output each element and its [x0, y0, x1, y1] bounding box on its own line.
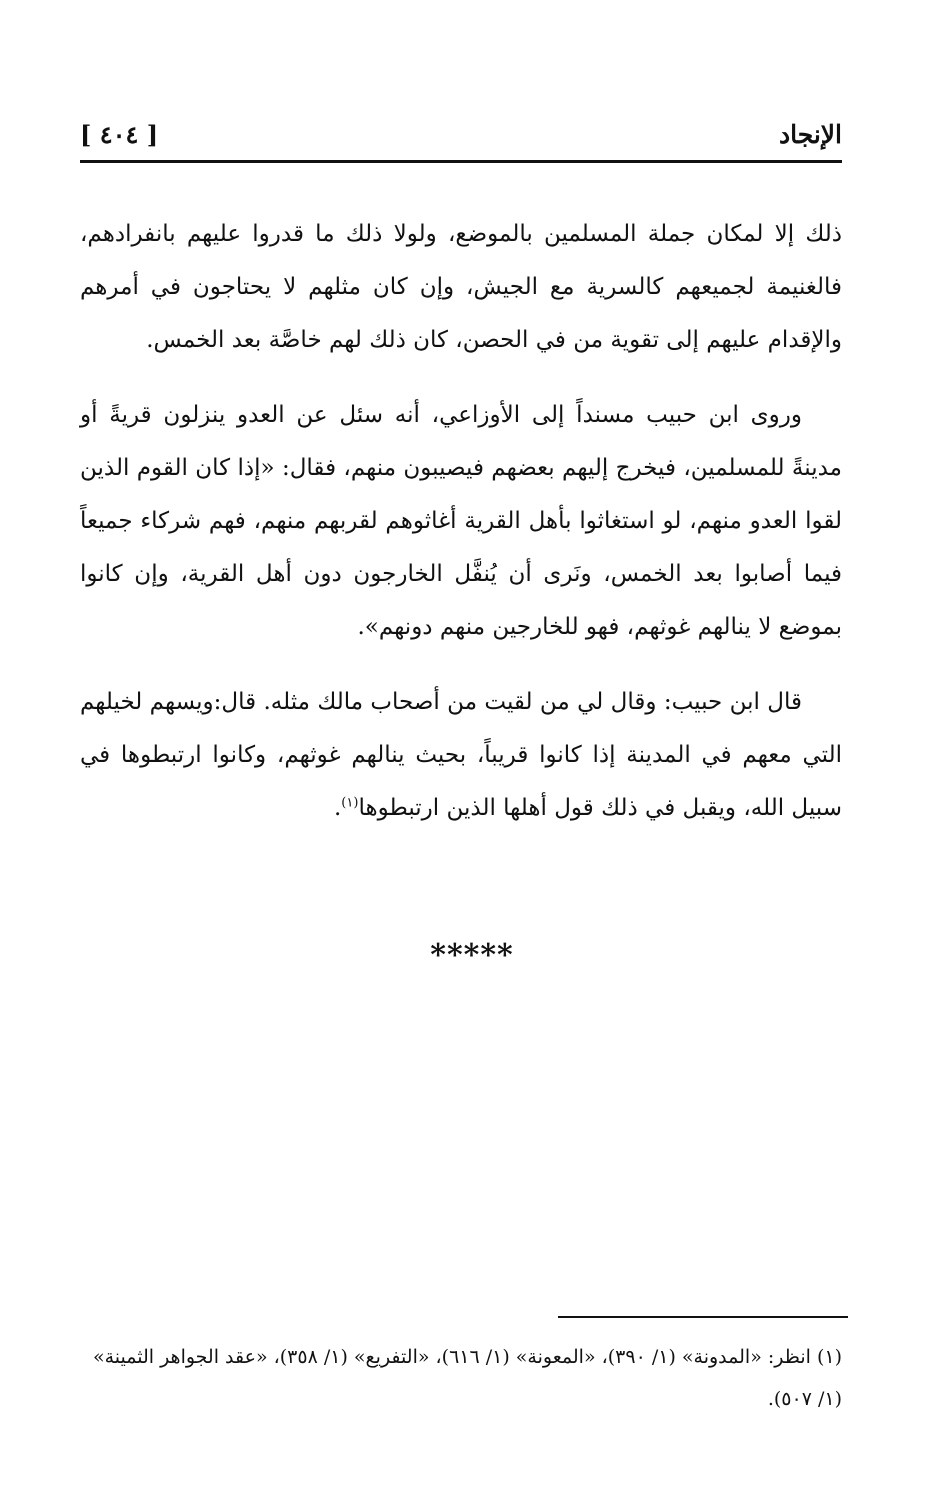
paragraph-3-end: . — [333, 795, 342, 821]
page-number: [ ٤٠٤ ] — [80, 120, 159, 149]
footnote-reference: (١) — [341, 795, 359, 811]
page-header — [80, 112, 842, 158]
running-title: الإنجاد — [778, 120, 842, 149]
paragraph-2: وروى ابن حبيب مسنداً إلى الأوزاعي، أنه سئل عن العدو ينزلون قريةً أو مدينةً للمسلمين، فيخرج إليهم بعضهم فيصيبون منهم، فقال: «إذا كان القوم الذين لقوا العدو منهم، لو استغاثوا بأهل القرية أغاثوهم لقربهم منهم، فهم شركاء جميعاً فيما أصابوا بعد الخمس، ونَرى أن يُنفَّل الخارجون دون أهل القرية، وإن كانوا بموضع لا ينالهم غوثهم، فهو للخارجين منهم دونهم». — [80, 402, 842, 640]
header-divider — [80, 160, 842, 163]
footnote: (١) انظر: «المدونة» (١/ ٣٩٠)، «المعونة» (١/ ٦١٦)، «التفريع» (١/ ٣٥٨)، «عقد الجواهر الثمينة» (١/ ٥٠٧). — [92, 1346, 842, 1410]
paragraph-3-text: قال ابن حبيب: وقال لي من لقيت من أصحاب مالك مثله. قال:ويسهم لخيلهم التي معهم في المدينة إذا كانوا قريباً، بحيث ينالهم غوثهم، وكانوا ارتبطوها في سبيل الله، ويقبل في ذلك قول أهلها الذين ارتبطوها — [80, 689, 842, 821]
section-separator: ***** — [430, 938, 514, 973]
main-text — [80, 208, 842, 857]
paragraph-1: ذلك إلا لمكان جملة المسلمين بالموضع، ولولا ذلك ما قدروا عليهم بانفرادهم، فالغنيمة لجميعهم كالسرية مع الجيش، وإن كان مثلهم لا يحتاجون في أمرهم والإقدام عليهم إلى تقوية من في الحصن، كان ذلك لهم خاصَّة بعد الخمس. — [80, 221, 842, 353]
paragraph-3 — [80, 676, 842, 835]
footnote-divider — [558, 1316, 848, 1318]
